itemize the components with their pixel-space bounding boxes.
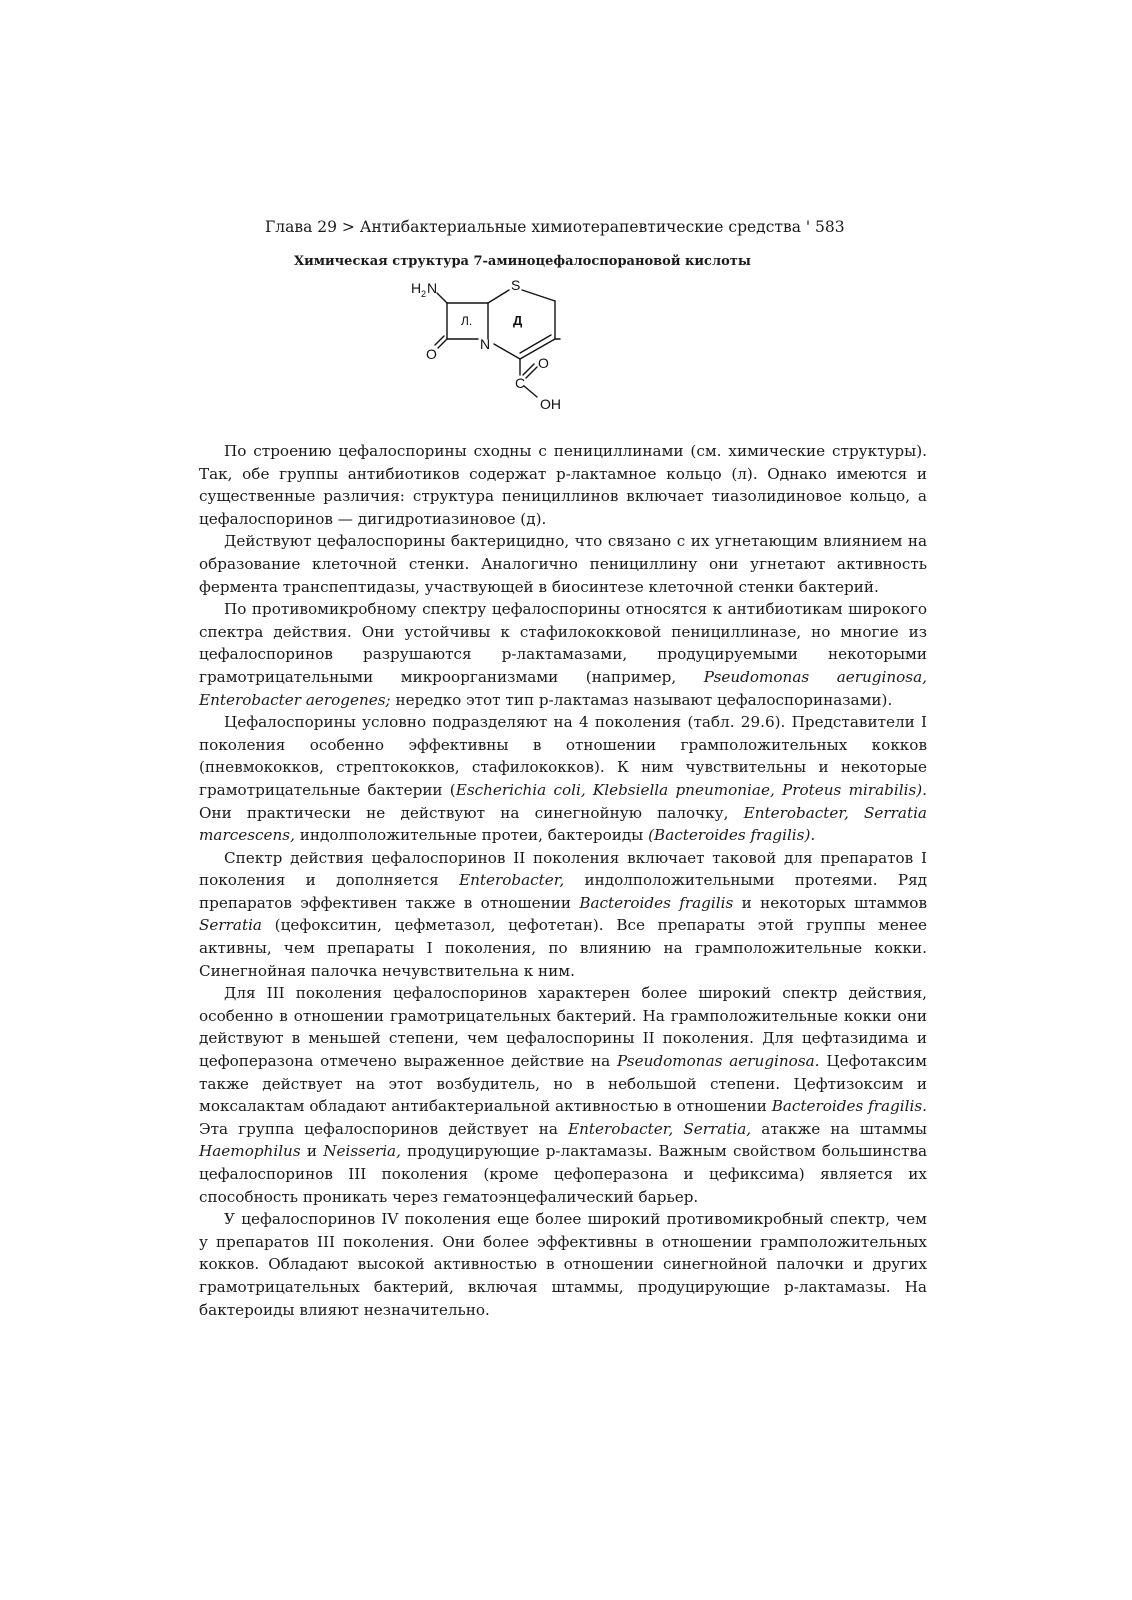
carboxyl-carbon-label: C (515, 375, 526, 391)
hydroxyl-label: OH (540, 396, 561, 412)
chemical-structure-diagram (410, 278, 590, 424)
oxygen-label: O (426, 346, 437, 362)
paragraph-4: Цефалоспорины условно подразделяют на 4 поколения (табл. 29.6). Представители I поколения особенно эффективны в отношении грамположительных кокков (пневмококков, стрептококков, стафилококков). К ним чувствительны и некоторые грамотрицательные бактерии (Escherichia coli, Klebsiella pneumoniae, Proteus mirabilis). Они практически не действуют на синегнойную палочку, Enterobacter, Serratia marcescens, индолположительные протеи, бактероиды (Bacteroides fragilis). (199, 713, 927, 845)
running-head: Глава 29 > Антибактериальные химиотерапевтические средства ' 583 (265, 218, 845, 236)
paragraph-6: Для III поколения цефалоспоринов характерен более широкий спектр действия, особенно в отношении грамотрицательных бактерий. На грамположительные кокки они действуют в меньшей степени, чем цефалоспорины II поколения. Для цефтазидима и цефоперазона отмечено выраженное действие на Pseudomonas aeruginosa. Цефотаксим также действует на этот возбудитель, но в небольшой степени. Цефтизоксим и моксалактам обладают антибактериальной активностью в отношении Bacteroides fragilis. Эта группа цефалоспоринов действует на Enterobacter, Serratia, атакже на штаммы Haemophilus и Neisseria, продуцирующие р-лактамазы. Важным свойством большинства цефалоспоринов III поколения (кроме цефоперазона и цефиксима) является их способность проникать через гематоэнцефалический барьер. (199, 984, 927, 1206)
figure-title: Химическая структура 7-аминоцефалоспорановой кислоты (294, 254, 751, 269)
ring-l-label: Л. (461, 314, 473, 328)
paragraph-5: Спектр действия цефалоспоринов II поколения включает таковой для препаратов I поколения и дополняется Enterobacter, индолположительными протеями. Ряд препаратов эффективен также в отношении Bacteroides fragilis и некоторых штаммов Serratia (цефокситин, цефметазол, цефотетан). Все препараты этой группы менее активны, чем препараты I поколения, по влиянию на грамположительные кокки. Синегнойная палочка нечувствительна к ним. (199, 848, 927, 980)
paragraph-3: По противомикробному спектру цефалоспорины относятся к антибиотикам широкого спектра действия. Они устойчивы к стафилококковой пенициллиназе, но многие из цефалоспоринов разрушаются р-лактамазами, продуцируемыми некоторыми грамотрицательными микроорганизмами (например, Pseudomonas aeruginosa, Enterobacter aerogenes; нередко этот тип р-лактамаз называют цефалоспориназами). (199, 600, 927, 709)
body-text (199, 440, 927, 1321)
amine-label: H (411, 280, 422, 296)
nitrogen-label: N (480, 336, 491, 352)
sulfur-label: S (511, 278, 521, 293)
amine-n-label: N (427, 280, 438, 296)
paragraph-7: У цефалоспоринов IV поколения еще более широкий противомикробный спектр, чем у препаратов III поколения. Они более эффективны в отношении грамположительных кокков. Обладают высокой активностью в отношении синегнойной палочки и других грамотрицательных бактерий, включая штаммы, продуцирующие р-лактамазы. На бактероиды влияют незначительно. (199, 1210, 927, 1319)
paragraph-1: По строению цефалоспорины сходны с пенициллинами (см. химические структуры). Так, обе группы антибиотиков содержат р-лактамное кольцо (л). Однако имеются и существенные различия: структура пенициллинов включает тиазолидиновое кольцо, а цефалоспоринов — дигидротиазиновое (д). (199, 442, 927, 528)
amine-subscript: 2 (421, 289, 427, 299)
carboxyl-oxygen-label: O (538, 355, 549, 371)
paragraph-2: Действуют цефалоспорины бактерицидно, что связано с их угнетающим влиянием на образование клеточной стенки. Аналогично пенициллину они угнетают активность фермента транспептидазы, участвующей в биосинтезе клеточной стенки бактерий. (199, 532, 927, 596)
ring-d-label: Д (513, 313, 523, 328)
